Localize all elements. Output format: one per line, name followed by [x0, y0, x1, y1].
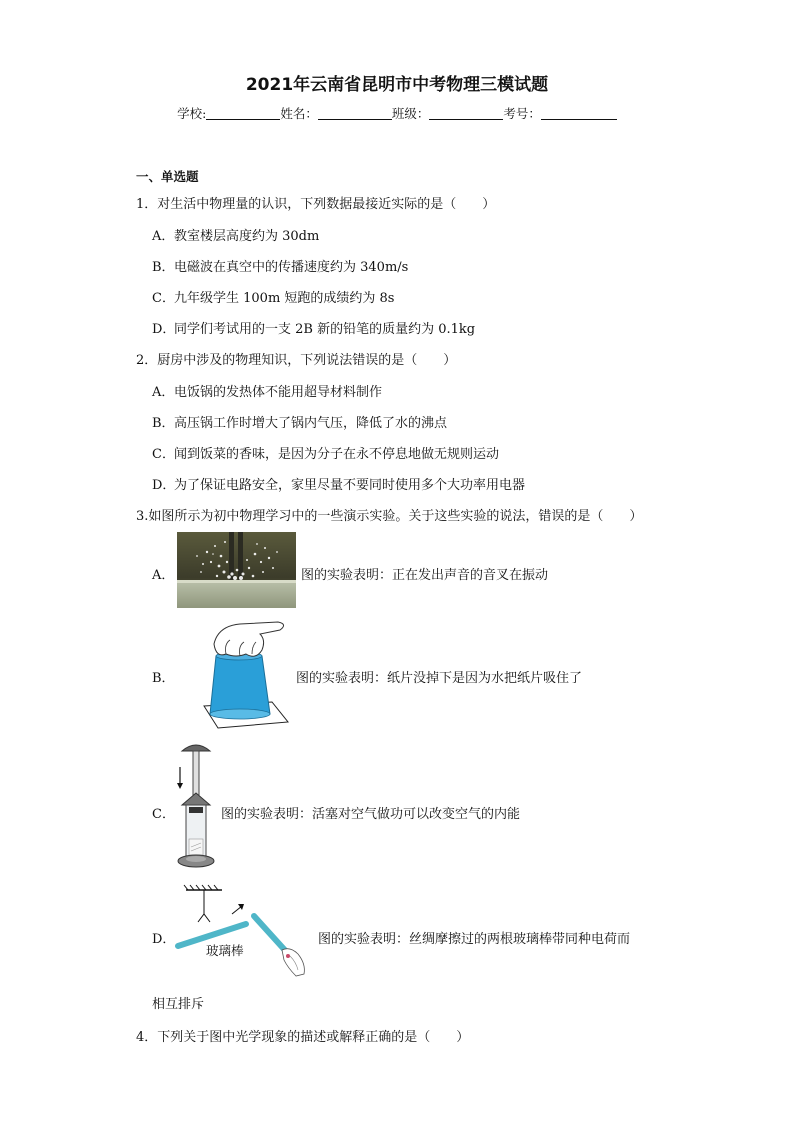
- class-blank[interactable]: [429, 106, 503, 120]
- option-text: 闻到饭菜的香味，是因为分子在永不停息地做无规则运动: [174, 447, 500, 462]
- page-title: 2021年云南省昆明市中考物理三模试题: [245, 75, 549, 95]
- option-key: D．: [152, 322, 176, 337]
- glass-rods-repel-figure: [172, 884, 314, 980]
- tuning-fork-splash-figure: [177, 532, 296, 608]
- option-text: 同学们考试用的一支 2B 新的铅笔的质量约为 0.1kg: [174, 322, 476, 337]
- air-compression-piston-figure: [174, 743, 218, 871]
- exam-no-label: 考号：: [503, 106, 541, 121]
- section-heading: 一、单选题: [136, 169, 199, 184]
- name-label: 姓名：: [280, 106, 318, 121]
- q3-option-b-key[interactable]: B．: [152, 671, 175, 686]
- student-info-line: [0, 104, 794, 122]
- option-key: A．: [152, 229, 175, 244]
- q1-option-a[interactable]: [152, 225, 319, 244]
- glass-rod-label: 玻璃棒: [206, 943, 244, 958]
- q2-option-c[interactable]: [152, 443, 499, 462]
- q2-option-d[interactable]: [152, 474, 525, 493]
- q3-option-c-text: 图的实验表明：活塞对空气做功可以改变空气的内能: [221, 807, 521, 822]
- class-label: 班级：: [391, 106, 430, 121]
- q4-stem: 4．下列关于图中光学现象的描述或解释正确的是（ ）: [136, 1030, 470, 1045]
- q1-option-b[interactable]: [152, 256, 408, 275]
- q2-stem: 2．厨房中涉及的物理知识，下列说法错误的是（ ）: [136, 353, 457, 368]
- q3-option-a-key[interactable]: A．: [152, 568, 175, 583]
- option-key: D．: [152, 478, 176, 493]
- q3-option-c-key[interactable]: C．: [152, 807, 175, 822]
- option-text: 高压锅工作时增大了锅内气压，降低了水的沸点: [174, 416, 448, 431]
- name-blank[interactable]: [318, 106, 392, 120]
- q2-option-b[interactable]: [152, 412, 447, 431]
- q3-option-d-text: 图的实验表明：丝绸摩擦过的两根玻璃棒带同种电荷而: [318, 932, 631, 947]
- option-key: C．: [152, 291, 175, 306]
- school-blank[interactable]: [206, 106, 280, 120]
- option-text: 电磁波在真空中的传播速度约为 340m/s: [174, 260, 409, 275]
- option-text: 教室楼层高度约为 30dm: [174, 229, 320, 244]
- option-key: B．: [152, 260, 175, 275]
- option-text: 为了保证电路安全，家里尽量不要同时使用多个大功率用电器: [174, 478, 526, 493]
- q3-option-d-key[interactable]: D．: [152, 932, 176, 947]
- q3-option-d-text-continued: 相互排斥: [152, 997, 205, 1012]
- q3-stem: 3.如图所示为初中物理学习中的一些演示实验。关于这些实验的说法，错误的是（ ）: [136, 509, 643, 524]
- option-key: A．: [152, 385, 175, 400]
- option-key: C．: [152, 447, 175, 462]
- q3-option-b-text: 图的实验表明：纸片没掉下是因为水把纸片吸住了: [296, 671, 583, 686]
- option-key: B．: [152, 416, 175, 431]
- q1-option-c[interactable]: [152, 287, 394, 306]
- q2-option-a[interactable]: [152, 381, 382, 400]
- exam-no-blank[interactable]: [541, 106, 617, 120]
- q3-option-a-text: 图的实验表明：正在发出声音的音叉在振动: [301, 568, 549, 583]
- school-label: 学校:: [177, 106, 207, 121]
- inverted-cup-figure: [196, 614, 292, 732]
- option-text: 电饭锅的发热体不能用超导材料制作: [174, 385, 383, 400]
- q1-stem: 1．对生活中物理量的认识，下列数据最接近实际的是（ ）: [136, 197, 496, 212]
- q1-option-d[interactable]: [152, 318, 475, 337]
- option-text: 九年级学生 100m 短跑的成绩约为 8s: [174, 291, 395, 306]
